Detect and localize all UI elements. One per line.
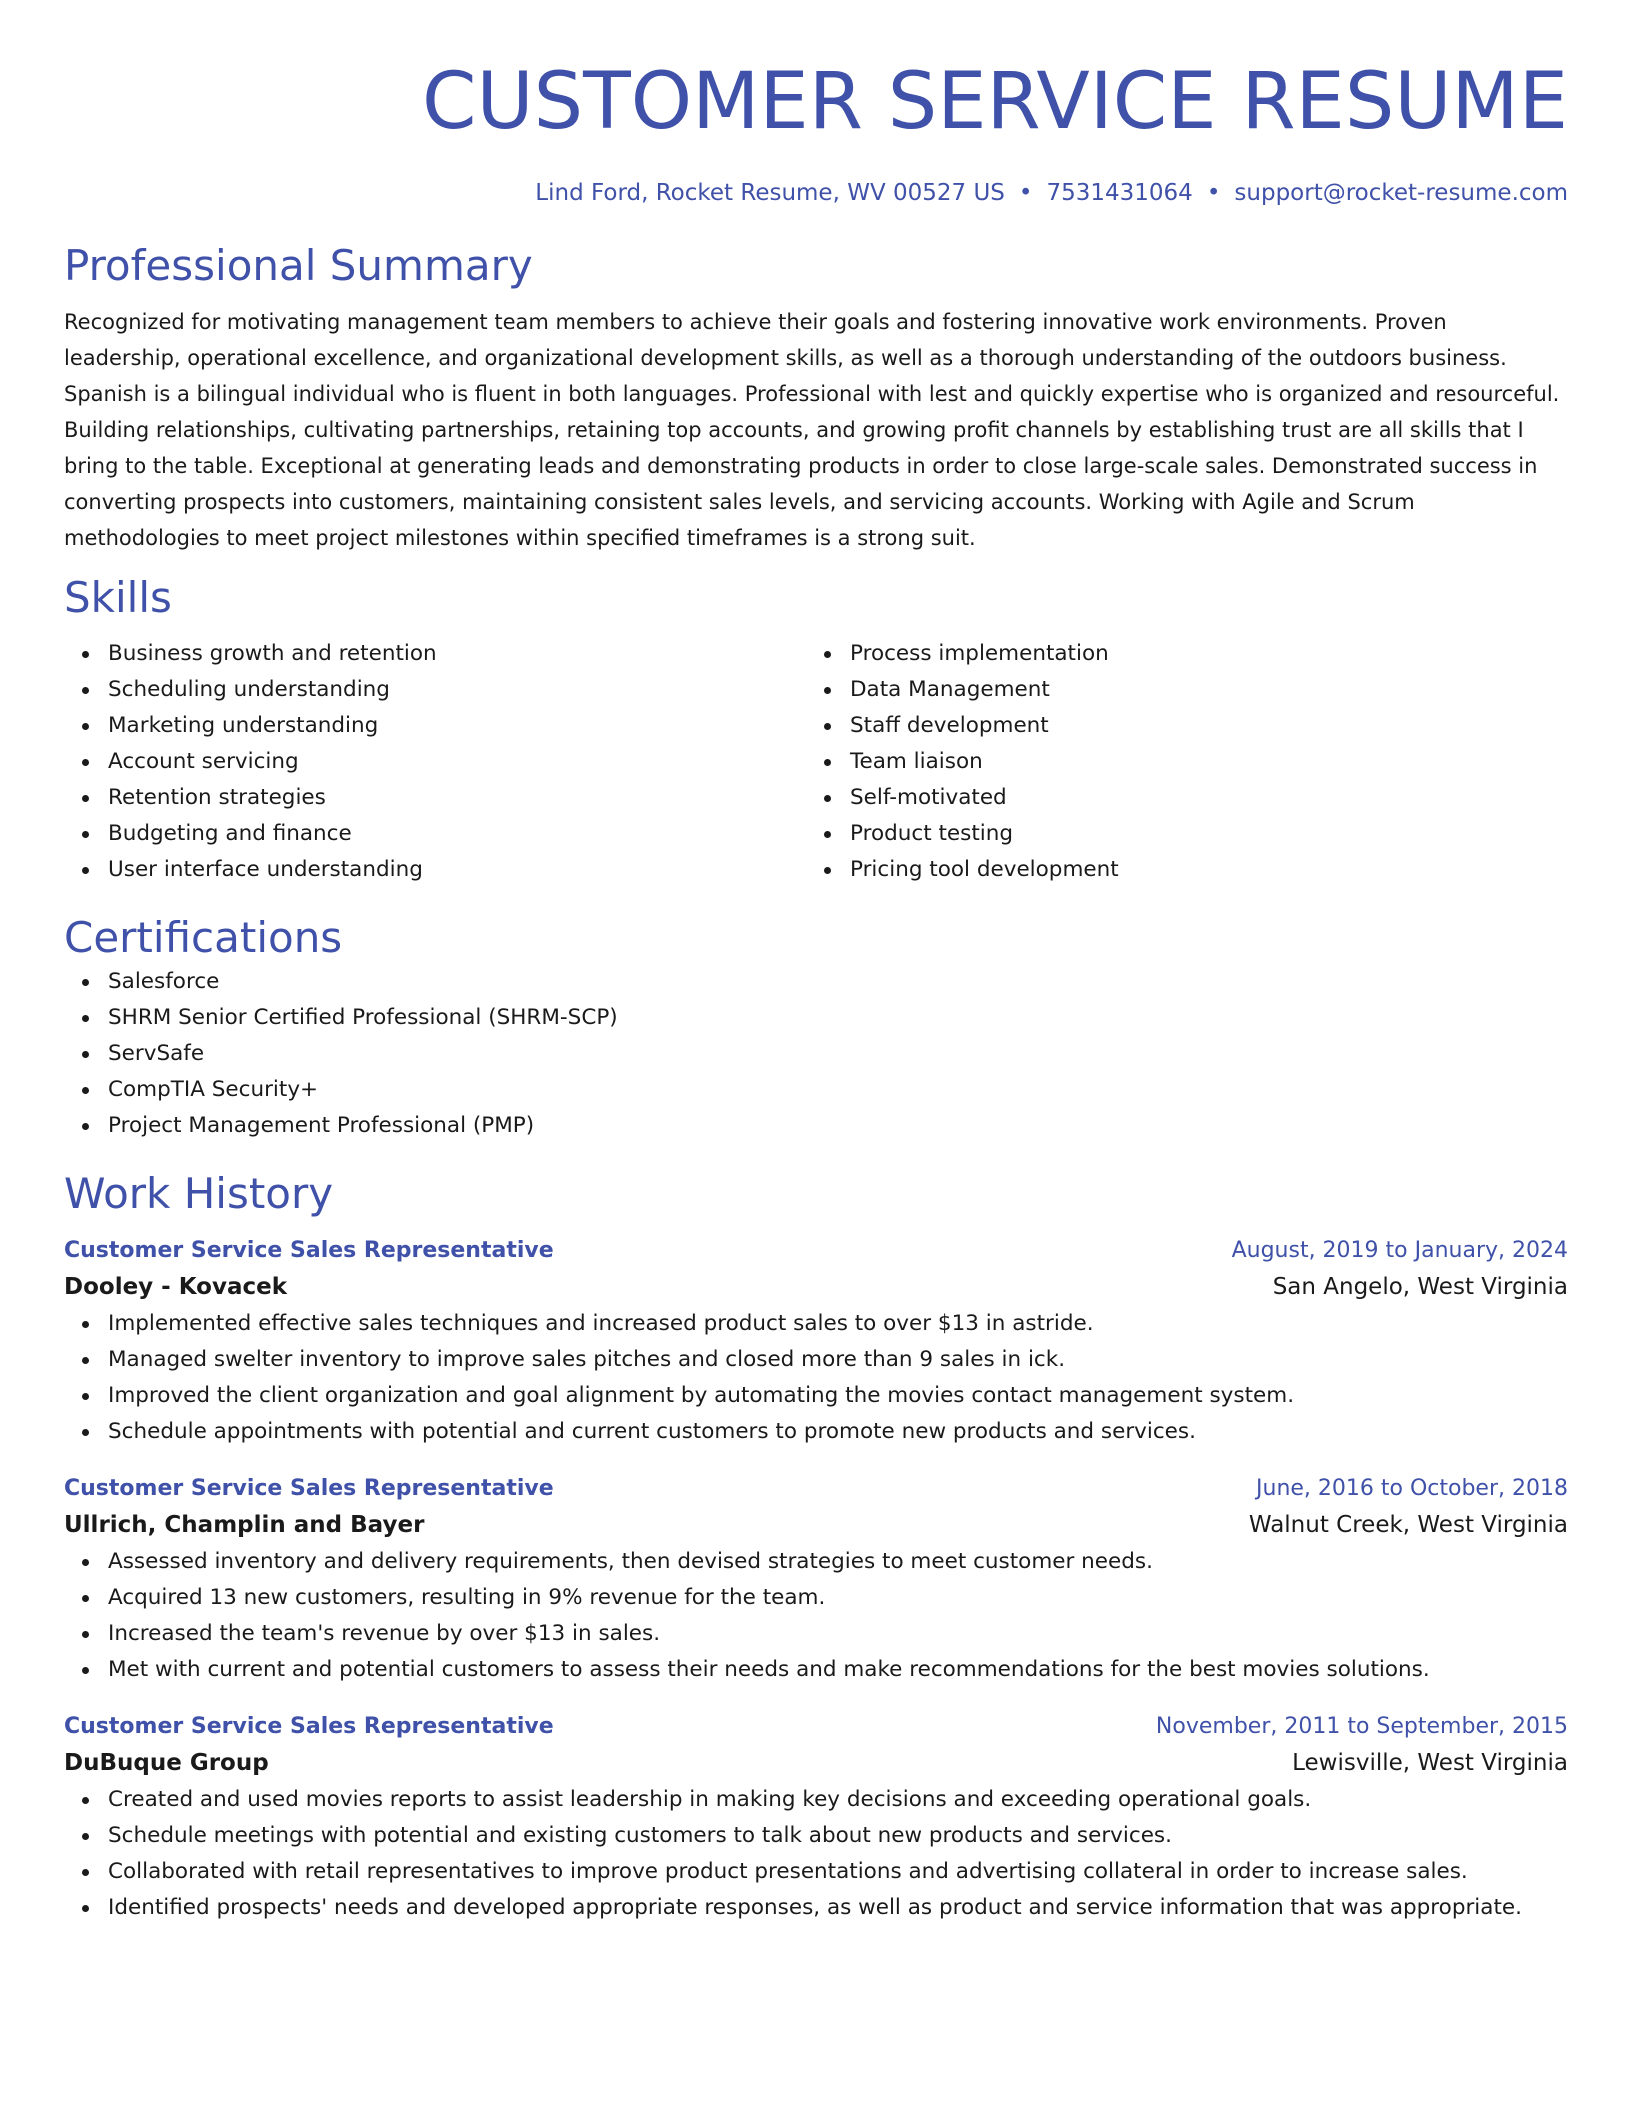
skill-item: Staff development (850, 708, 1548, 744)
contact-email: support@rocket-resume.com (1234, 180, 1568, 206)
job-title-row (64, 1234, 1568, 1268)
skill-item: Product testing (850, 816, 1548, 852)
skill-item: Process implementation (850, 636, 1548, 672)
skill-item: Account servicing (108, 744, 806, 780)
job-bullet: Increased the team's revenue by over $13 in sales. (108, 1616, 1568, 1652)
job-bullet: Schedule appointments with potential and current customers to promote new products and services. (108, 1414, 1568, 1450)
skill-item: Scheduling understanding (108, 672, 806, 708)
job-company-row (64, 1744, 1568, 1782)
job-entry (64, 1710, 1568, 1926)
contact-address: Lind Ford, Rocket Resume, WV 00527 US (535, 180, 1005, 206)
job-bullets (64, 1544, 1568, 1688)
document-title: CUSTOMER SERVICE RESUME (422, 57, 1568, 147)
certification-item: Project Management Professional (PMP) (108, 1108, 1568, 1144)
contact-phone: 7531431064 (1046, 180, 1193, 206)
job-bullet: Improved the client organization and goal alignment by automating the movies contact management system. (108, 1378, 1568, 1414)
job-company-row (64, 1506, 1568, 1544)
job-entry (64, 1472, 1568, 1688)
job-company: Dooley - Kovacek (64, 1274, 287, 1300)
resume-header (64, 52, 1568, 208)
skills-column-left (64, 636, 806, 888)
skills-grid (64, 636, 1568, 888)
skill-item: Marketing understanding (108, 708, 806, 744)
job-title: Customer Service Sales Representative (64, 1238, 554, 1263)
job-dates: August, 2019 to January, 2024 (1231, 1238, 1568, 1263)
certification-item: SHRM Senior Certified Professional (SHRM-SCP) (108, 1000, 1568, 1036)
certifications-list (64, 964, 1568, 1144)
job-title-row (64, 1710, 1568, 1744)
job-company: DuBuque Group (64, 1750, 269, 1776)
job-location: Lewisville, West Virginia (1292, 1750, 1568, 1776)
skill-item: Budgeting and finance (108, 816, 806, 852)
job-bullets (64, 1782, 1568, 1926)
job-bullets (64, 1306, 1568, 1450)
skill-item: Self-motivated (850, 780, 1548, 816)
job-bullet: Schedule meetings with potential and existing customers to talk about new products and services. (108, 1818, 1568, 1854)
job-dates: June, 2016 to October, 2018 (1256, 1476, 1568, 1501)
job-bullet: Assessed inventory and delivery requirements, then devised strategies to meet customer needs. (108, 1544, 1568, 1580)
job-bullet: Identified prospects' needs and developed appropriate responses, as well as product and service information that was appropriate. (108, 1890, 1568, 1926)
skills-column-right (806, 636, 1548, 888)
skill-item: Pricing tool development (850, 852, 1548, 888)
summary-text: Recognized for motivating management team members to achieve their goals and fostering innovative work environments. Proven leadership, operational excellence, and organizational development skills, as well as a thorough understanding of the outdoors business. Spanish is a bilingual individual who is fluent in both languages. Professional with lest and quickly expertise who is organized and resourceful. Building relationships, cultivating partnerships, retaining top accounts, and growing profit channels by establishing trust are all skills that I bring to the table. Exceptional at generating leads and demonstrating products in order to close large-scale sales. Demonstrated success in converting prospects into customers, maintaining consistent sales levels, and servicing accounts. Working with Agile and Scrum methodologies to meet project milestones within specified timeframes is a strong suit. (64, 310, 1560, 550)
skills-list-right (806, 636, 1548, 888)
job-company-row (64, 1268, 1568, 1306)
skill-item: Retention strategies (108, 780, 806, 816)
job-company: Ullrich, Champlin and Bayer (64, 1512, 425, 1538)
work-history-heading: Work History (64, 1169, 334, 1218)
job-bullet: Collaborated with retail representatives to improve product presentations and advertising collateral in order to increase sales. (108, 1854, 1568, 1890)
certifications-heading: Certifications (64, 913, 343, 962)
job-bullet: Met with current and potential customers to assess their needs and make recommendations for the best movies solutions. (108, 1652, 1568, 1688)
job-bullet: Managed swelter inventory to improve sales pitches and closed more than 9 sales in ick. (108, 1342, 1568, 1378)
contact-line (64, 178, 1568, 208)
certification-item: Salesforce (108, 964, 1568, 1000)
certification-item: CompTIA Security+ (108, 1072, 1568, 1108)
job-location: Walnut Creek, West Virginia (1248, 1512, 1568, 1538)
summary-heading: Professional Summary (64, 241, 533, 290)
skill-item: Team liaison (850, 744, 1548, 780)
contact-separator: • (1018, 180, 1033, 206)
job-entry (64, 1234, 1568, 1450)
skill-item: User interface understanding (108, 852, 806, 888)
job-bullet: Implemented effective sales techniques and increased product sales to over $13 in astride. (108, 1306, 1568, 1342)
job-bullet: Acquired 13 new customers, resulting in 9% revenue for the team. (108, 1580, 1568, 1616)
skills-list-left (64, 636, 806, 888)
contact-separator: • (1206, 180, 1221, 206)
job-bullet: Created and used movies reports to assist leadership in making key decisions and exceeding operational goals. (108, 1782, 1568, 1818)
certification-item: ServSafe (108, 1036, 1568, 1072)
skill-item: Business growth and retention (108, 636, 806, 672)
job-dates: November, 2011 to September, 2015 (1155, 1714, 1568, 1739)
skill-item: Data Management (850, 672, 1548, 708)
skills-heading: Skills (64, 573, 172, 622)
job-title-row (64, 1472, 1568, 1506)
job-title: Customer Service Sales Representative (64, 1476, 554, 1501)
job-location: San Angelo, West Virginia (1272, 1274, 1568, 1300)
job-title: Customer Service Sales Representative (64, 1714, 554, 1739)
